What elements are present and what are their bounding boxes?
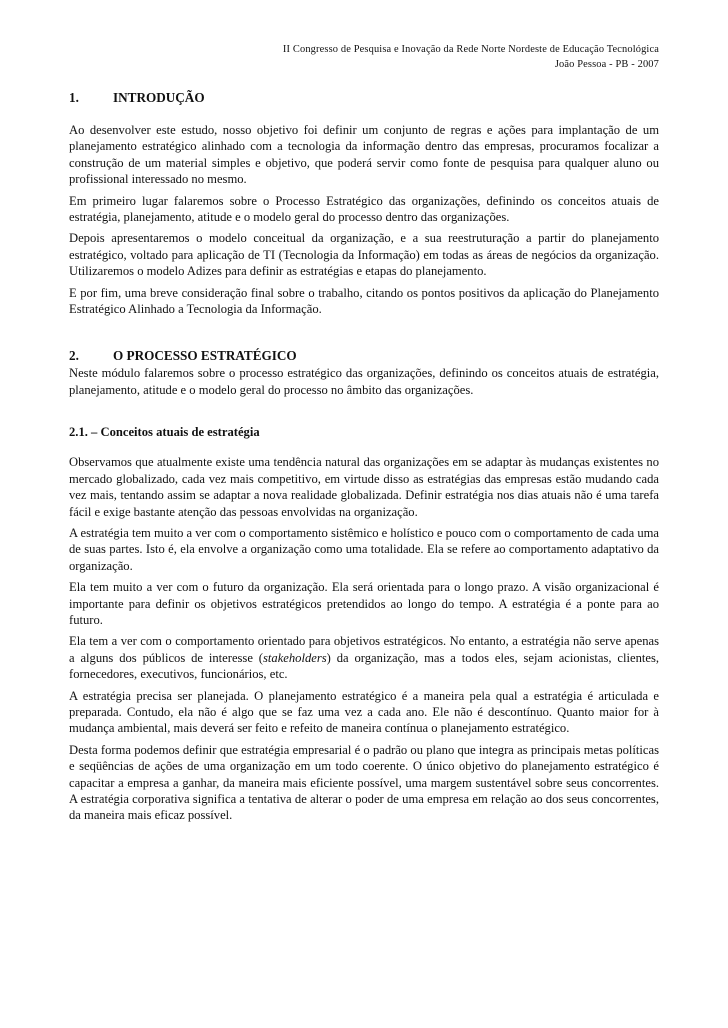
paragraph: A estratégia precisa ser planejada. O planejamento estratégico é a maneira pela qual a estratégia é articulada e preparada. Contudo, ela não é algo que se faz uma vez a cada ano. Ele não é descontínuo. Quanto maior for à mudança ambiental, mais deverá ser feito e refeito de maneira contínua o planejamento estratégico. — [69, 688, 659, 736]
paragraph: Depois apresentaremos o modelo conceitual da organização, e a sua reestruturação a partir do planejamento estratégico, voltado para aplicação de TI (Tecnologia da Informação) em todas as áreas de negócios da organização. Utilizaremos o modelo Adizes para definir as estratégias e etapas do planejamento. — [69, 231, 659, 279]
paragraph — [69, 633, 659, 682]
paragraph: A estratégia tem muito a ver com o comportamento sistêmico e holístico e pouco com o comportamento de cada uma de suas partes. Isto é, ela envolve a organização como uma totalidade. Ela se refere ao comportamento adaptativo da organização. — [69, 525, 659, 573]
section-strategic-process — [69, 348, 659, 398]
header-location: João Pessoa - PB - 2007 — [554, 59, 659, 70]
paragraph: Ao desenvolver este estudo, nosso objetivo foi definir um conjunto de regras e ações para implantação de um planejamento estratégico alinhado com a tecnologia da informação dentro das empresas, procuramos focalizar a construção de um material simples e objetivo, que poderá servir como fonte de pesquisa para qualquer aluno ou profissional interessado no mesmo. — [69, 123, 659, 187]
paragraph: Em primeiro lugar falaremos sobre o Processo Estratégico das organizações, definindo os conceitos atuais de estratégia, planejamento, atitude e o modelo geral do processo dentro das organizações. — [69, 193, 659, 225]
section-title: INTRODUÇÃO — [113, 90, 205, 105]
section-number: 1. — [69, 90, 79, 105]
running-header — [283, 42, 659, 72]
subsection-title: 2.1. – Conceitos atuais de estratégia — [69, 425, 260, 440]
paragraph: Ela tem muito a ver com o futuro da organização. Ela será orientada para o longo prazo. A visão organizacional é importante para definir os objetivos estratégicos pretendidos ao longo do tempo. A estratégia é a ponte para ao futuro. — [69, 580, 659, 627]
paragraph: Neste módulo falaremos sobre o processo estratégico das organizações, definindo os conceitos atuais de estratégia, planejamento, atitude e o modelo geral do processo no âmbito das organizações. — [69, 366, 659, 397]
paragraph: Observamos que atualmente existe uma tendência natural das organizações em se adaptar às mudanças existentes no mercado globalizado, cada vez mais competitivo, em virtude disso as estratégias das empresas estão mudando cada vez mais, tentando assim se adaptar a nova realidade globalizada. Definir estratégia nos dias atuais não é uma tarefa fácil e exige bastante atenção das pessoas envolvidas na organização. — [69, 455, 659, 519]
paragraph-text: Ela tem a ver com o comportamento orientado para objetivos estratégicos. No entanto, a estratégia não serve apenas a alguns dos públicos de interesse ( — [69, 634, 659, 665]
header-conference: II Congresso de Pesquisa e Inovação da Rede Norte Nordeste de Educação Tecnológica — [282, 44, 659, 55]
section-heading — [69, 348, 659, 364]
paragraph: E por fim, uma breve consideração final sobre o trabalho, citando os pontos positivos da aplicação do Planejamento Estratégico Alinhado a Tecnologia da Informação. — [69, 285, 659, 317]
section-number: 2. — [69, 348, 79, 364]
emphasis-term: stakeholders — [263, 650, 327, 665]
section-introduction — [69, 90, 659, 317]
section-heading — [69, 90, 659, 106]
paragraph: Desta forma podemos definir que estratégia empresarial é o padrão ou plano que integra as principais metas políticas e seqüências de ações de uma organização em um todo coerente. O único objetivo do planejamento estratégico é capacitar a empresa a ganhar, da maneira mais eficiente possível, uma margem sustentável sobre seus concorrentes. A estratégia corporativa significa a tentativa de alterar o poder de uma empresa em relação ao dos seus concorrentes, da maneira mais eficaz possível. — [69, 742, 659, 823]
section-title: O PROCESSO ESTRATÉGICO — [113, 348, 297, 364]
document-body — [69, 90, 659, 829]
subsection-strategy-concepts — [69, 425, 659, 824]
paragraph-text: ) da organização, mas a todos eles, sejam acionistas, clientes, fornecedores, executivos, funcionários, etc. — [69, 650, 660, 682]
